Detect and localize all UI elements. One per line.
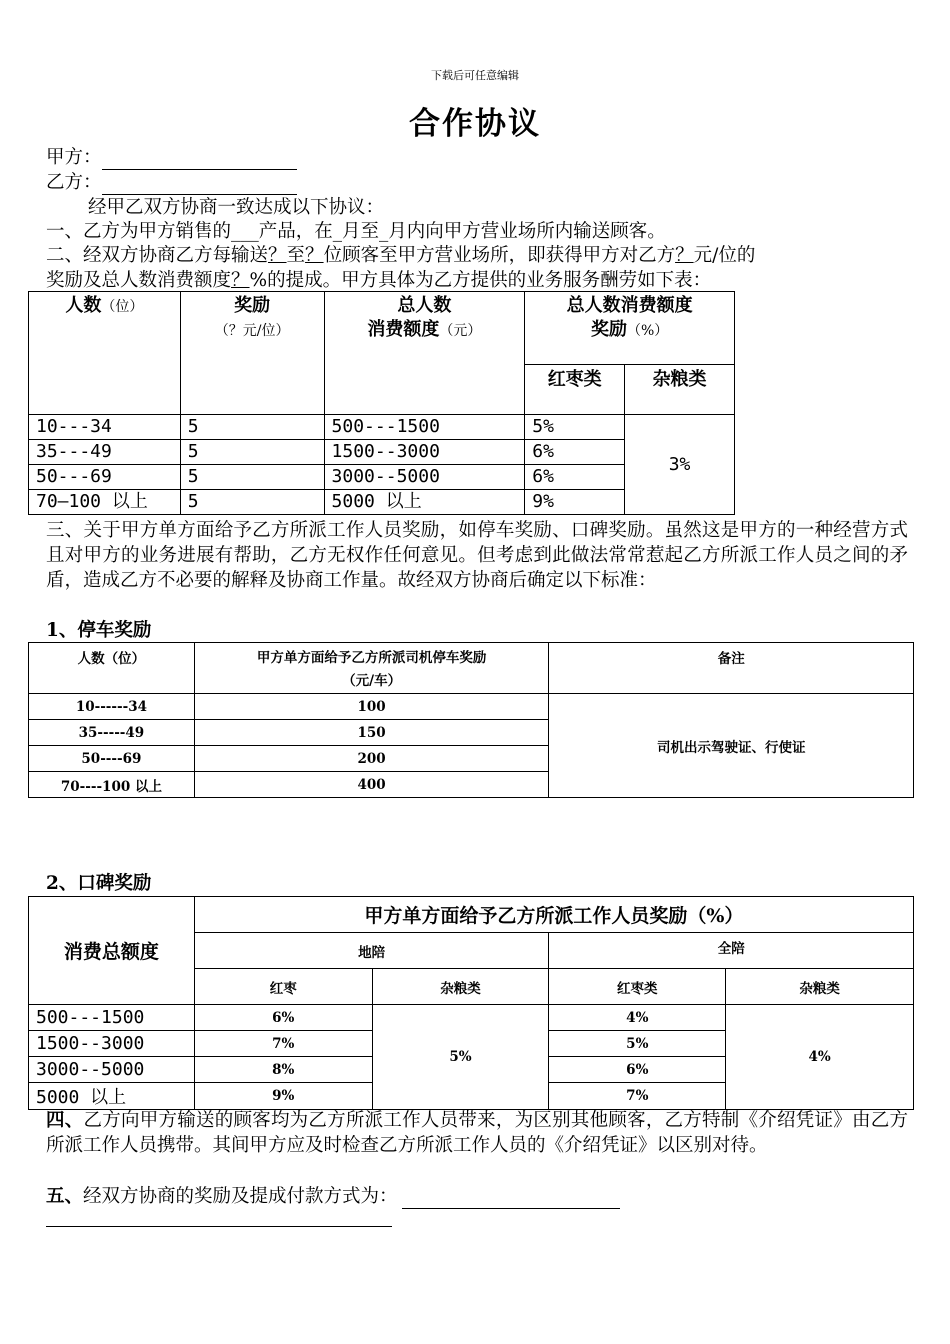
clause-1: 一、乙方为甲方销售的___产品，在_月至_月内向甲方营业场所内输送顾客。 <box>46 221 666 242</box>
header-local-guide: 地陪 <box>194 933 549 969</box>
clause-2-blank: ？ <box>231 270 250 291</box>
header-total: 总人数 消费额度（元） <box>324 292 525 415</box>
clause-5 <box>46 1184 620 1209</box>
header-total: 消费总额度 <box>29 897 195 1005</box>
clause-2-part: 元/位的 <box>693 245 756 266</box>
payment-blank <box>402 1190 620 1209</box>
note-cell: 司机出示驾驶证、行使证 <box>549 694 914 798</box>
table-row: 3000--5000 8% 6% <box>29 1057 914 1083</box>
clause-4 <box>46 1108 908 1158</box>
party-b-label: 乙方： <box>46 172 102 193</box>
clause-2-part: %的提成。甲方具体为乙方提供的业务服务酬劳如下表： <box>249 270 712 291</box>
reputation-table <box>28 896 914 1110</box>
intro-text: 经甲乙双方协商一致达成以下协议： <box>88 197 385 218</box>
party-a-line <box>46 145 297 170</box>
party-b-line <box>46 170 297 195</box>
header-note: 下载后可任意编辑 <box>431 69 519 82</box>
clause-5-text: 经双方协商的奖励及提成付款方式为： <box>83 1186 398 1207</box>
party-a-blank <box>102 151 297 170</box>
header-grain: 杂粮类 <box>625 365 735 415</box>
table-row: 35---49 5 1500--3000 6% <box>29 440 735 465</box>
table-row: 10------34 100 司机出示驾驶证、行使证 <box>29 694 914 720</box>
header-people: 人数（位） <box>29 643 195 694</box>
table-row: 1500--3000 7% 5% <box>29 1031 914 1057</box>
clause-2-blank: ？ <box>268 245 287 266</box>
clause-4-lead: 四、 <box>46 1110 84 1131</box>
party-a-label: 甲方： <box>46 147 102 168</box>
header-jujube: 红枣 <box>194 969 372 1005</box>
header-reward: 奖励 （？元/位） <box>180 292 324 415</box>
payment-blank-line <box>46 1226 392 1227</box>
table-row: 500---1500 6% 5% 4% 4% <box>29 1005 914 1031</box>
clause-4-text: 乙方向甲方输送的顾客均为乙方所派工作人员带来，为区别其他顾客，乙方特制《介绍凭证》由乙方所派工作人员携带。其间甲方应及时检查乙方所派工作人员的《介绍凭证》以区别对待。 <box>46 1110 908 1156</box>
clause-2-blank: ？ <box>305 245 324 266</box>
table-row: 50---69 5 3000--5000 6% <box>29 465 735 490</box>
section-parking-title: 1、停车奖励 <box>46 620 152 641</box>
grain-value: 3% <box>625 415 735 515</box>
header-grain: 杂粮类 <box>372 969 549 1005</box>
header-jujube: 红枣类 <box>549 969 726 1005</box>
header-people: 人数（位） <box>29 292 181 415</box>
header-grain: 杂粮类 <box>726 969 914 1005</box>
header-full-guide: 全陪 <box>549 933 914 969</box>
header-jujube: 红枣类 <box>525 365 625 415</box>
clause-2-part: 至 <box>286 245 306 266</box>
table-row: 5000 以上 9% 7% <box>29 1083 914 1110</box>
table-row: 10---34 5 500---1500 5% 3% <box>29 415 735 440</box>
party-b-blank <box>102 176 297 195</box>
header-reputation-reward: 甲方单方面给予乙方所派工作人员奖励（%） <box>194 897 913 933</box>
table-row: 70—100 以上 5 5000 以上 9% <box>29 490 735 515</box>
clause-2-part: 二、经双方协商乙方每输送 <box>46 245 269 266</box>
section-reputation-title: 2、口碑奖励 <box>46 873 152 894</box>
table-row: 35-----49 150 <box>29 720 914 746</box>
clause-2-part: 位顾客至甲方营业场所，即获得甲方对乙方 <box>323 245 676 266</box>
local-grain-value: 5% <box>372 1005 549 1110</box>
full-grain-value: 4% <box>726 1005 914 1110</box>
table-row: 70----100 以上 400 <box>29 772 914 798</box>
clause-2 <box>46 243 908 293</box>
header-note: 备注 <box>549 643 914 694</box>
reward-table <box>28 291 735 515</box>
clause-2-part: 奖励及总人数消费额度 <box>46 270 232 291</box>
document-title: 合作协议 <box>409 106 541 142</box>
clause-2-blank: ？ <box>675 245 694 266</box>
clause-5-lead: 五、 <box>46 1186 84 1207</box>
clause-3: 三、关于甲方单方面给予乙方所派工作人员奖励，如停车奖励、口碑奖励。虽然这是甲方的一种经营方式且对甲方的业务进展有帮助，乙方无权作任何意见。但考虑到此做法常常惹起乙方所派工作人员之间的矛盾，造成乙方不必要的解释及协商工作量。故经双方协商后确定以下标准： <box>46 520 908 591</box>
header-parking-reward: 甲方单方面给予乙方所派司机停车奖励 （元/车） <box>194 643 549 694</box>
header-percent: 总人数消费额度 奖励（%） <box>525 292 735 365</box>
table-row: 50----69 200 <box>29 746 914 772</box>
parking-table <box>28 642 914 798</box>
